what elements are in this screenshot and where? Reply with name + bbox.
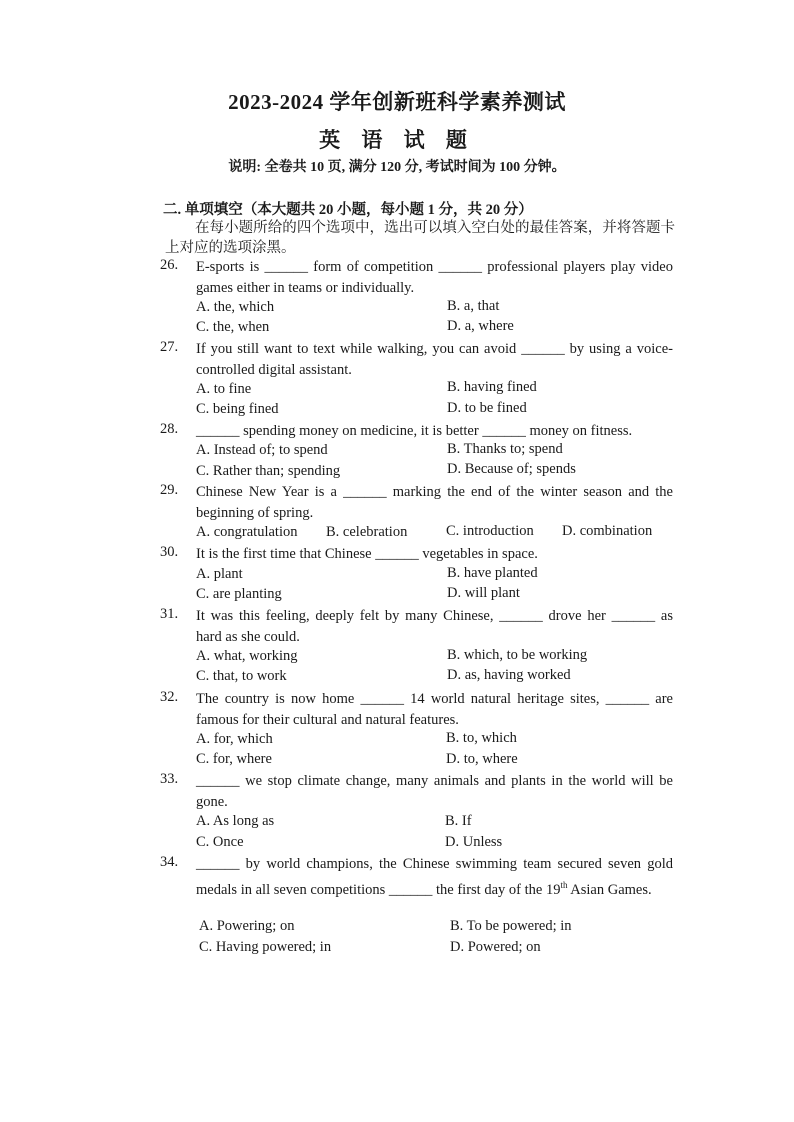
page-title: 2023-2024 学年创新班科学素养测试	[228, 90, 566, 114]
question-stem: E-sports is ______ form of competition ______ professional players play video games either in teams or individually.	[196, 259, 673, 296]
option-d: D. a, where	[447, 318, 514, 334]
section-instruction: 在每小题所给的四个选项中，选出可以填入空白处的最佳答案，并将答题卡上对应的选项涂黑。	[165, 220, 675, 256]
option-a: A. to fine	[196, 381, 252, 397]
question-number: 34.	[160, 854, 179, 870]
question-stem: The country is now home ______ 14 world natural heritage sites, ______ are famous for their cultural and natural features.	[196, 691, 673, 728]
option-d: D. to be fined	[447, 400, 527, 416]
option-c: C. the, when	[196, 319, 270, 335]
option-a: A. the, which	[196, 299, 275, 315]
question-stem: ______ we stop climate change, many animals and plants in the world will be gone.	[196, 773, 673, 810]
question-number: 26.	[160, 257, 179, 273]
option-a: A. As long as	[196, 813, 275, 829]
option-c: C. are planting	[196, 586, 282, 602]
section-heading: 二. 单项填空（本大题共 20 小题，每小题 1 分，共 20 分）	[163, 202, 533, 218]
option-d: D. combination	[562, 523, 653, 539]
option-b: B. Thanks to; spend	[447, 441, 563, 457]
option-a: A. Instead of; to spend	[196, 442, 328, 458]
option-b: B. which, to be working	[447, 647, 588, 663]
question-stem: It is the first time that Chinese ______ vegetables in space.	[196, 546, 538, 562]
option-c: C. that, to work	[196, 668, 287, 684]
exam-note: 说明: 全卷共 10 页, 满分 120 分, 考试时间为 100 分钟。	[228, 160, 566, 175]
option-b: B. If	[445, 813, 472, 829]
option-a: A. plant	[196, 566, 243, 582]
question-number: 28.	[160, 421, 179, 437]
question-number: 29.	[160, 482, 179, 498]
question-stem-part2: Asian Games.	[567, 881, 652, 898]
question-stem: It was this feeling, deeply felt by many Chinese, ______ drove her ______ as hard as she could.	[196, 608, 673, 645]
option-a: A. Powering; on	[199, 918, 295, 934]
option-d: D. as, having worked	[447, 667, 571, 683]
question-stem: Chinese New Year is a ______ marking the end of the winter season and the beginning of spring.	[196, 484, 673, 521]
option-d: D. Unless	[445, 834, 503, 850]
option-b: B. have planted	[447, 565, 538, 581]
option-d: D. will plant	[447, 585, 520, 601]
option-a: A. what, working	[196, 648, 298, 664]
page-subtitle: 英 语 试 题	[319, 128, 475, 152]
option-c: C. Once	[196, 834, 244, 850]
option-b: B. to, which	[446, 730, 517, 746]
option-d: D. Because of; spends	[447, 461, 576, 477]
option-c: C. being fined	[196, 401, 279, 417]
option-c: C. Having powered; in	[199, 939, 332, 955]
option-a: A. for, which	[196, 731, 273, 747]
option-d: D. Powered; on	[450, 939, 541, 955]
question-stem-part1: ______ by world champions, the Chinese swimming team secured seven gold medals in all seven competitions ______ the first day of the 19	[196, 856, 673, 898]
option-b: B. a, that	[447, 298, 500, 314]
ordinal-suffix: th	[560, 879, 568, 890]
option-d: D. to, where	[446, 751, 518, 767]
question-stem: If you still want to text while walking, you can avoid ______ by using a voice-controlled digital assistant.	[196, 341, 673, 378]
question-number: 27.	[160, 339, 179, 355]
option-c: C. Rather than; spending	[196, 463, 341, 479]
option-c: C. introduction	[446, 523, 534, 539]
question-number: 30.	[160, 544, 179, 560]
question-stem	[196, 854, 673, 900]
option-b: B. celebration	[326, 524, 408, 540]
question-number: 32.	[160, 689, 179, 705]
option-c: C. for, where	[196, 751, 272, 767]
option-b: B. To be powered; in	[450, 918, 572, 934]
question-number: 33.	[160, 771, 179, 787]
question-number: 31.	[160, 606, 179, 622]
option-a: A. congratulation	[196, 524, 298, 540]
question-stem: ______ spending money on medicine, it is better ______ money on fitness.	[196, 423, 633, 439]
option-b: B. having fined	[447, 379, 537, 395]
